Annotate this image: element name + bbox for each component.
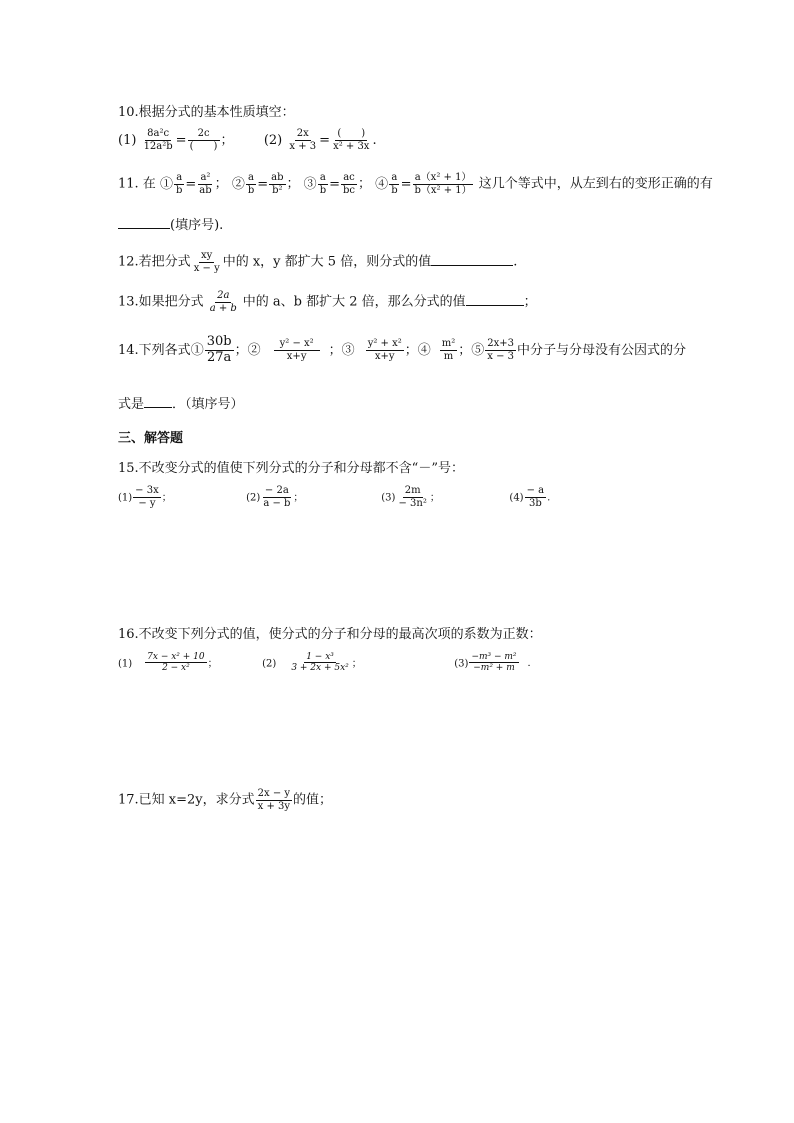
q11-item3: ③ $\frac{a}{b}$ = $\frac{ac}{bc}$ bbox=[303, 172, 356, 196]
fraction: $\frac{\text{y² − x²}}{x+y}$ bbox=[274, 338, 320, 362]
q15-parts bbox=[118, 485, 550, 509]
fraction: $\frac{\text{m²}}{m}$ bbox=[441, 338, 456, 362]
q14-line2: 式是 ．（填序号） bbox=[118, 397, 244, 412]
q13: 13.如果把分式 $\frac{2a}{a + b}$ 中的 a、b 都扩大 2 倍，那么分式的值 ； bbox=[118, 290, 537, 314]
q10-p2: (2) $\frac{2x}{x + 3}$ = $\frac{( )}{\text{x² + 3x}}$ . bbox=[263, 128, 377, 152]
q15-p4: (4) $\frac{- a}{3b}$ . bbox=[509, 485, 551, 509]
q14-line1: 14.下列各式① $\frac{30b}{27a}$ ；② $\frac{\text{y² − x²}}{x+y}$ ；③ $\frac{\text{y² + x²}}{x+y}$ ；④ $\frac{\text{m²}}{m}$ ；⑤ $\frac{2x+3}{x - 3}$ 中分子与分母没有公因式的分 bbox=[118, 334, 687, 365]
q15-title: 15.不改变分式的值使下列分式的分子和分母都不含“－”号： bbox=[118, 461, 464, 476]
q15-p3: (3) $\frac{2m}{\text{− 3n²}}$ ； bbox=[381, 485, 440, 509]
q16-parts bbox=[118, 652, 538, 674]
q12: 12.若把分式 $\frac{xy}{x - y}$ 中的 x，y 都扩大 5 倍，则分式的值 . bbox=[118, 250, 518, 274]
q16-p2: (2) $\frac{\text{1 − x³}}{\text{3 + 2x + 5x²}}$ ； bbox=[262, 652, 362, 674]
answer-blank[interactable] bbox=[144, 395, 172, 408]
q11-item4: ④ $\frac{a}{b}$ = $\frac{\text{a（x² + 1）}}{\text{b（x² + 1）}}$ bbox=[375, 172, 472, 196]
section-heading: 三、解答题 bbox=[118, 431, 184, 446]
q11-line2: (填序号). bbox=[118, 214, 223, 233]
answer-blank[interactable] bbox=[466, 293, 524, 306]
q16-p3: (3) $\frac{\text{−m³ − m²}}{\text{−m² + m}}$ ． bbox=[454, 652, 538, 674]
q10-p1: (1) $\frac{\text{8a²c}}{\text{12a²b}}$ = $\frac{2c}{( )}$ ； bbox=[118, 128, 234, 152]
q11-item1: ① $\frac{a}{b}$ = $\frac{\text{a²}}{ab}$ bbox=[159, 172, 212, 196]
q11-line1: 11. 在 ① $\frac{a}{b}$ = $\frac{\text{a²}}{ab}$ ； ② $\frac{a}{b}$ = $\frac{ab}{\text{b²}}$ ； ③ $\frac{a}{b}$ = $\frac{ac}{bc}$ ； ④ $\frac{a}{b}$ = $\frac{\text{a（x² + 1）}}{\text{b（x² + 1）}}$ 这几个等式中，从左到右的变形正确的有 bbox=[118, 172, 713, 196]
q11-item2: ② $\frac{a}{b}$ = $\frac{ab}{\text{b²}}$ bbox=[231, 172, 284, 196]
fraction: $\frac{2x - y}{x + 3y}$ bbox=[257, 788, 291, 812]
q15-p2: (2) $\frac{- 2a}{a - b}$ ； bbox=[246, 485, 304, 509]
answer-blank[interactable] bbox=[431, 253, 513, 266]
fraction: $\frac{\text{8a²c}}{\text{12a²b}}$ bbox=[143, 128, 173, 152]
fraction: $\frac{2x+3}{x - 3}$ bbox=[487, 338, 515, 362]
fraction: $\frac{30b}{27a}$ bbox=[206, 334, 232, 365]
fraction: $\frac{xy}{x - y}$ bbox=[193, 250, 220, 274]
q10-title: 10.根据分式的基本性质填空： bbox=[118, 105, 295, 120]
q16-p1: (1) $\frac{\text{7x − x² + 10}}{\text{2 − x²}}$ ； bbox=[118, 652, 218, 674]
q10-parts bbox=[118, 128, 377, 152]
q17: 17.已知 x=2y，求分式 $\frac{2x - y}{x + 3y}$ 的值； bbox=[118, 788, 333, 812]
fraction: $\frac{2a}{a + b}$ bbox=[209, 290, 237, 314]
fraction: $\frac{\text{y² + x²}}{x+y}$ bbox=[367, 338, 402, 362]
fraction: $\frac{2x}{x + 3}$ bbox=[289, 128, 317, 152]
q16-title: 16.不改变下列分式的值，使分式的分子和分母的最高次项的系数为正数： bbox=[118, 627, 542, 642]
fraction: $\frac{2c}{( )}$ bbox=[188, 128, 220, 152]
answer-blank[interactable] bbox=[118, 216, 170, 229]
q15-p1: (1) $\frac{- 3x}{- y}$ ； bbox=[118, 485, 172, 509]
fraction: $\frac{( )}{\text{x² + 3x}}$ bbox=[333, 128, 370, 152]
